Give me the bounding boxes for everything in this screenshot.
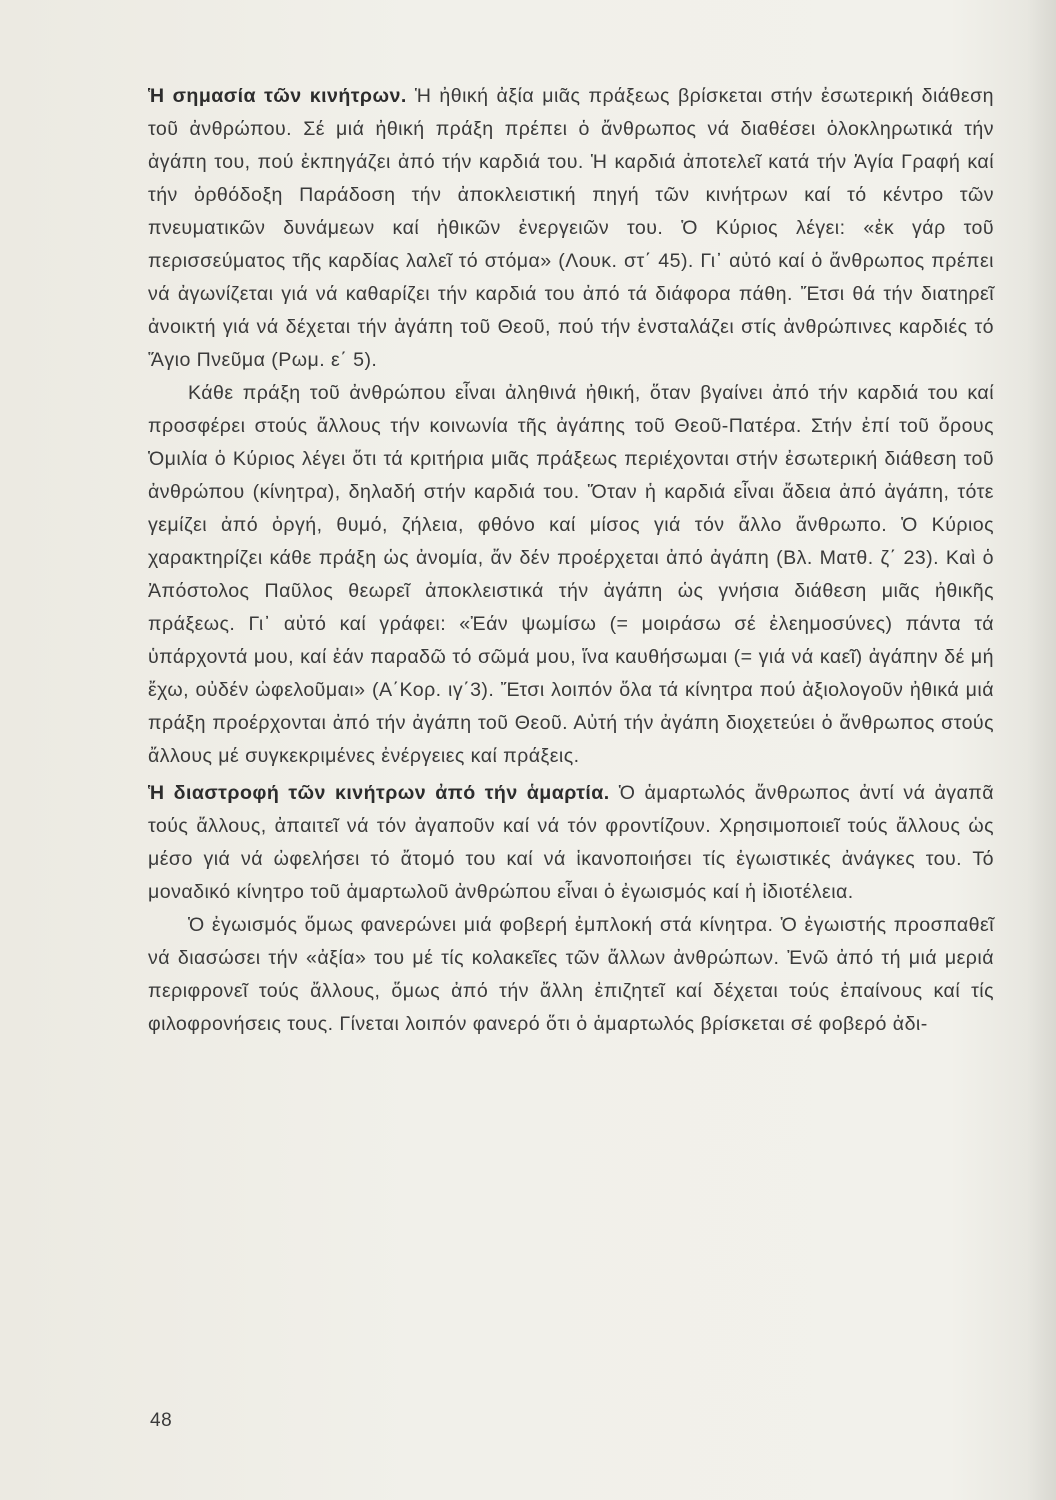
page-number: 48 [150,1410,173,1431]
paragraph-text: Ὁ ἁμαρτωλός ἄνθρωπος ἀντί νά ἀγαπᾶ τούς ἄλλους, ἀπαιτεῖ νά τόν ἀγαποῦν καί νά τόν φροντίζουν. Χρησιμοποιεῖ τούς ἄλλους ὡς μέσο γιά νά ὠφελήσει τό ἄτομό του καί νά ἱκανοποιήσει τίς ἐγωιστικές ἀνάγκες του. Τό μοναδικό κίνητρο τοῦ ἁμαρτωλοῦ ἀνθρώπου εἶναι ὁ ἐγωισμός καί ἡ ἰδιοτέλεια. [148,782,994,903]
paragraph-motives-importance [148,80,994,377]
page-edge-shadow [1026,0,1056,1500]
paragraph-egoism: Ὁ ἐγωισμός ὅμως φανερώνει μιά φοβερή ἐμπλοκή στά κίνητρα. Ὁ ἐγωιστής προσπαθεῖ νά διασώσει τήν «ἀξία» του μέ τίς κολακεῖες τῶν ἄλλων ἀνθρώπων. Ἐνῶ ἀπό τή μιά μεριά περιφρονεῖ τούς ἄλλους, ὅμως ἀπό τήν ἄλλη ἐπιζητεῖ καί δέχεται τούς ἐπαίνους καί τίς φιλοφρονήσεις τους. Γίνεται λοιπόν φανερό ὅτι ὁ ἁμαρτωλός βρίσκεται σέ φοβερό ἀδι- [148,914,994,1035]
section-heading-distortion: Ἡ διαστροφή τῶν κινήτρων ἀπό τήν ἁμαρτία. [148,782,610,804]
paragraph-sin-distortion [148,777,994,909]
body-text [148,80,994,1041]
paragraph-moral-action: Κάθε πράξη τοῦ ἀνθρώπου εἶναι ἀληθινά ἠθική, ὅταν βγαίνει ἀπό τήν καρδιά του καί προσφέρει στούς ἄλλους τήν κοινωνία τῆς ἀγάπης τοῦ Θεοῦ-Πατέρα. Στήν ἐπί τοῦ ὄρους Ὁμιλία ὁ Κύριος λέγει ὅτι τά κριτήρια μιᾶς πράξεως περιέχονται στήν ἐσωτερική διάθεση τοῦ ἀνθρώπου (κίνητρα), δηλαδή στήν καρδιά του. Ὅταν ἡ καρδιά εἶναι ἄδεια ἀπό ἀγάπη, τότε γεμίζει ἀπό ὀργή, θυμό, ζήλεια, φθόνο καί μίσος γιά τόν ἄλλο ἄνθρωπο. Ὁ Κύριος χαρακτηρίζει κάθε πράξη ὡς ἀνομία, ἄν δέν προέρχεται ἀπό ἀγάπη (Βλ. Ματθ. ζ΄ 23). Καὶ ὁ Ἀπόστολος Παῦλος θεωρεῖ ἀποκλειστικά τήν ἀγάπη ὡς γνήσια διάθεση μιᾶς ἠθικῆς πράξεως. Γι᾿ αὐτό καί γράφει: «Ἐάν ψωμίσω (= μοιράσω σέ ἐλεημοσύνες) πάντα τά ὑπάρχοντά μου, καί ἐάν παραδῶ τό σῶμά μου, ἵνα καυθήσωμαι (= γιά νά καεῖ) ἀγάπην δέ μή ἔχω, οὐδέν ὠφελοῦμαι» (Α΄Κορ. ιγ΄3). Ἔτσι λοιπόν ὅλα τά κίνητρα πού ἀξιολογοῦν ἠθικά μιά πράξη προέρχονται ἀπό τήν ἀγάπη τοῦ Θεοῦ. Αὐτή τήν ἀγάπη διοχετεύει ὁ ἄνθρωπος στούς ἄλλους μέ συγκεκριμένες ἐνέργειες καί πράξεις. [148,382,994,767]
section-heading-motives: Ἡ σημασία τῶν κινήτρων. [148,85,407,107]
paragraph-text: Ἡ ἠθική ἀξία μιᾶς πράξεως βρίσκεται στήν ἐσωτερική διάθεση τοῦ ἀνθρώπου. Σέ μιά ἠθική πράξη πρέπει ὁ ἄνθρωπος νά διαθέσει ὁλοκληρωτικά τήν ἀγάπη του, πού ἐκπηγάζει ἀπό τήν καρδιά του. Ἡ καρδιά ἀποτελεῖ κατά τήν Ἁγία Γραφή καί τήν ὀρθόδοξη Παράδοση τήν ἀποκλειστική πηγή τῶν κινήτρων καί τό κέντρο τῶν πνευματικῶν δυνάμεων καί ἠθικῶν ἐνεργειῶν του. Ὁ Κύριος λέγει: «ἐκ γάρ τοῦ περισσεύματος τῆς καρδίας λαλεῖ τό στόμα» (Λουκ. στ΄ 45). Γι᾿ αὐτό καί ὁ ἄνθρωπος πρέπει νά ἀγωνίζεται γιά νά καθαρίζει τήν καρδιά του ἀπό τά διάφορα πάθη. Ἔτσι θά τήν διατηρεῖ ἀνοικτή γιά νά δέχεται τήν ἀγάπη τοῦ Θεοῦ, πού τήν ἐνσταλάζει στίς ἀνθρώπινες καρδιές τό Ἅγιο Πνεῦμα (Ρωμ. ε΄ 5). [148,85,994,371]
